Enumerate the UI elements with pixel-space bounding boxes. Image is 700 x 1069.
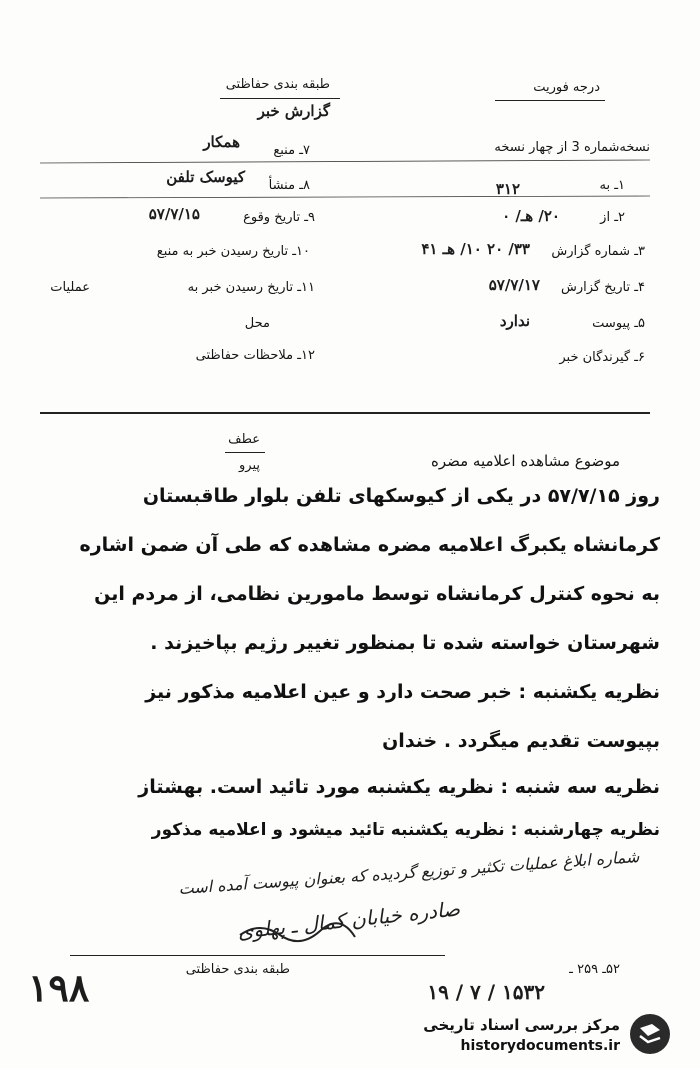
from-label: ۲ـ از [600, 210, 625, 225]
page-number: ۱۹۸ [28, 965, 90, 1010]
report-number-label: ۳ـ شماره گزارش [551, 244, 645, 259]
to-label: ۱ـ به [599, 178, 625, 193]
place-label: محل [244, 316, 270, 331]
atf-label: عطف [228, 432, 260, 447]
event-date-value: ۵۷/۷/۱۵ [148, 205, 200, 223]
priority-label: درجه فوریت [533, 80, 600, 95]
form-underline-1 [40, 160, 650, 163]
watermark-logo-icon [630, 1014, 670, 1054]
operations-label: عملیات [50, 280, 90, 295]
handwritten-note-2: صادره خیابان کمال ـ پهلوی [235, 896, 461, 944]
attachment-value: ندارد [499, 312, 530, 330]
signature-stroke [240, 923, 355, 941]
body-line-4: شهرستان خواسته شده تا بمنظور تغییر رژیم بپاخیزند . [150, 632, 660, 654]
code-stamp: ۵۲ـ ۲۵۹ ـ [569, 962, 620, 977]
body-line-2: کرمانشاه یکبرگ اعلامیه مضره مشاهده که طی آن ضمن اشاره [79, 534, 660, 556]
event-date-label: ۹ـ تاریخ وقوع [243, 210, 315, 225]
report-title: گزارش خبر [257, 102, 330, 120]
watermark-url: historydocuments.ir [460, 1038, 620, 1054]
body-line-6: بپیوست تقدیم میگردد . خندان [382, 730, 660, 752]
source-value: همکار [203, 133, 240, 151]
report-date-label: ۴ـ تاریخ گزارش [560, 280, 645, 295]
body-line-8: نظریه چهارشنبه : نظریه یکشنبه تائید میشود و اعلامیه مذکور [151, 820, 660, 840]
classification-top: طبقه بندی حفاظتی [225, 77, 330, 92]
body-line-5: نظریه یکشنبه : خبر صحت دارد و عین اعلامیه مذکور نیز [145, 681, 660, 703]
form-underline-2 [40, 196, 650, 198]
peyro-label: پیرو [239, 458, 260, 473]
source-label: ۷ـ منبع [273, 143, 310, 158]
remarks-label: ۱۲ـ ملاحظات حفاظتی [195, 348, 315, 363]
origin-label: ۸ـ منشأ [268, 178, 310, 193]
date-stamp: ۱۵۳۲ / ۷ / ۱۹ [427, 980, 545, 1004]
report-date-value: ۵۷/۷/۱۷ [488, 276, 540, 294]
recipients-label: ۶ـ گیرندگان خبر [559, 350, 645, 365]
body-line-1: روز ۵۷/۷/۱۵ در یکی از کیوسکهای تلفن بلوار طاقبستان [142, 485, 660, 507]
origin-value: کیوسک تلفن [166, 168, 245, 186]
to-value: ۳۱۲ [495, 180, 520, 198]
watermark-title: مرکز بررسی اسناد تاریخی [423, 1016, 620, 1034]
receipt-label: ۱۰ـ تاریخ رسیدن خبر به منبع [156, 244, 310, 259]
subject-line: موضوع مشاهده اعلامیه مضره [430, 452, 620, 470]
from-value: ۲۰/ هـ/ ۰ [502, 207, 560, 225]
body-line-7: نظریه سه شنبه : نظریه یکشنبه مورد تائید است. بهشتاز [138, 776, 660, 798]
delivery-label: ۱۱ـ تاریخ رسیدن خبر به [187, 280, 315, 295]
handwritten-note-1: شماره ابلاغ عملیات تکثیر و توزیع گردیده که بعنوان پیوست آمده است [178, 846, 641, 899]
classification-bottom: طبقه بندی حفاظتی [185, 962, 290, 977]
copy-number: نسخه‌شماره 3 از چهار نسخه [494, 140, 650, 155]
attachment-label: ۵ـ پیوست [592, 316, 645, 331]
report-number-value: ۳۳/ ۲۰ ۱۰/ هـ ۴۱ [421, 240, 530, 258]
body-line-3: به نحوه کنترل کرمانشاه توسط مامورین نظامی، از مردم این [94, 583, 660, 605]
